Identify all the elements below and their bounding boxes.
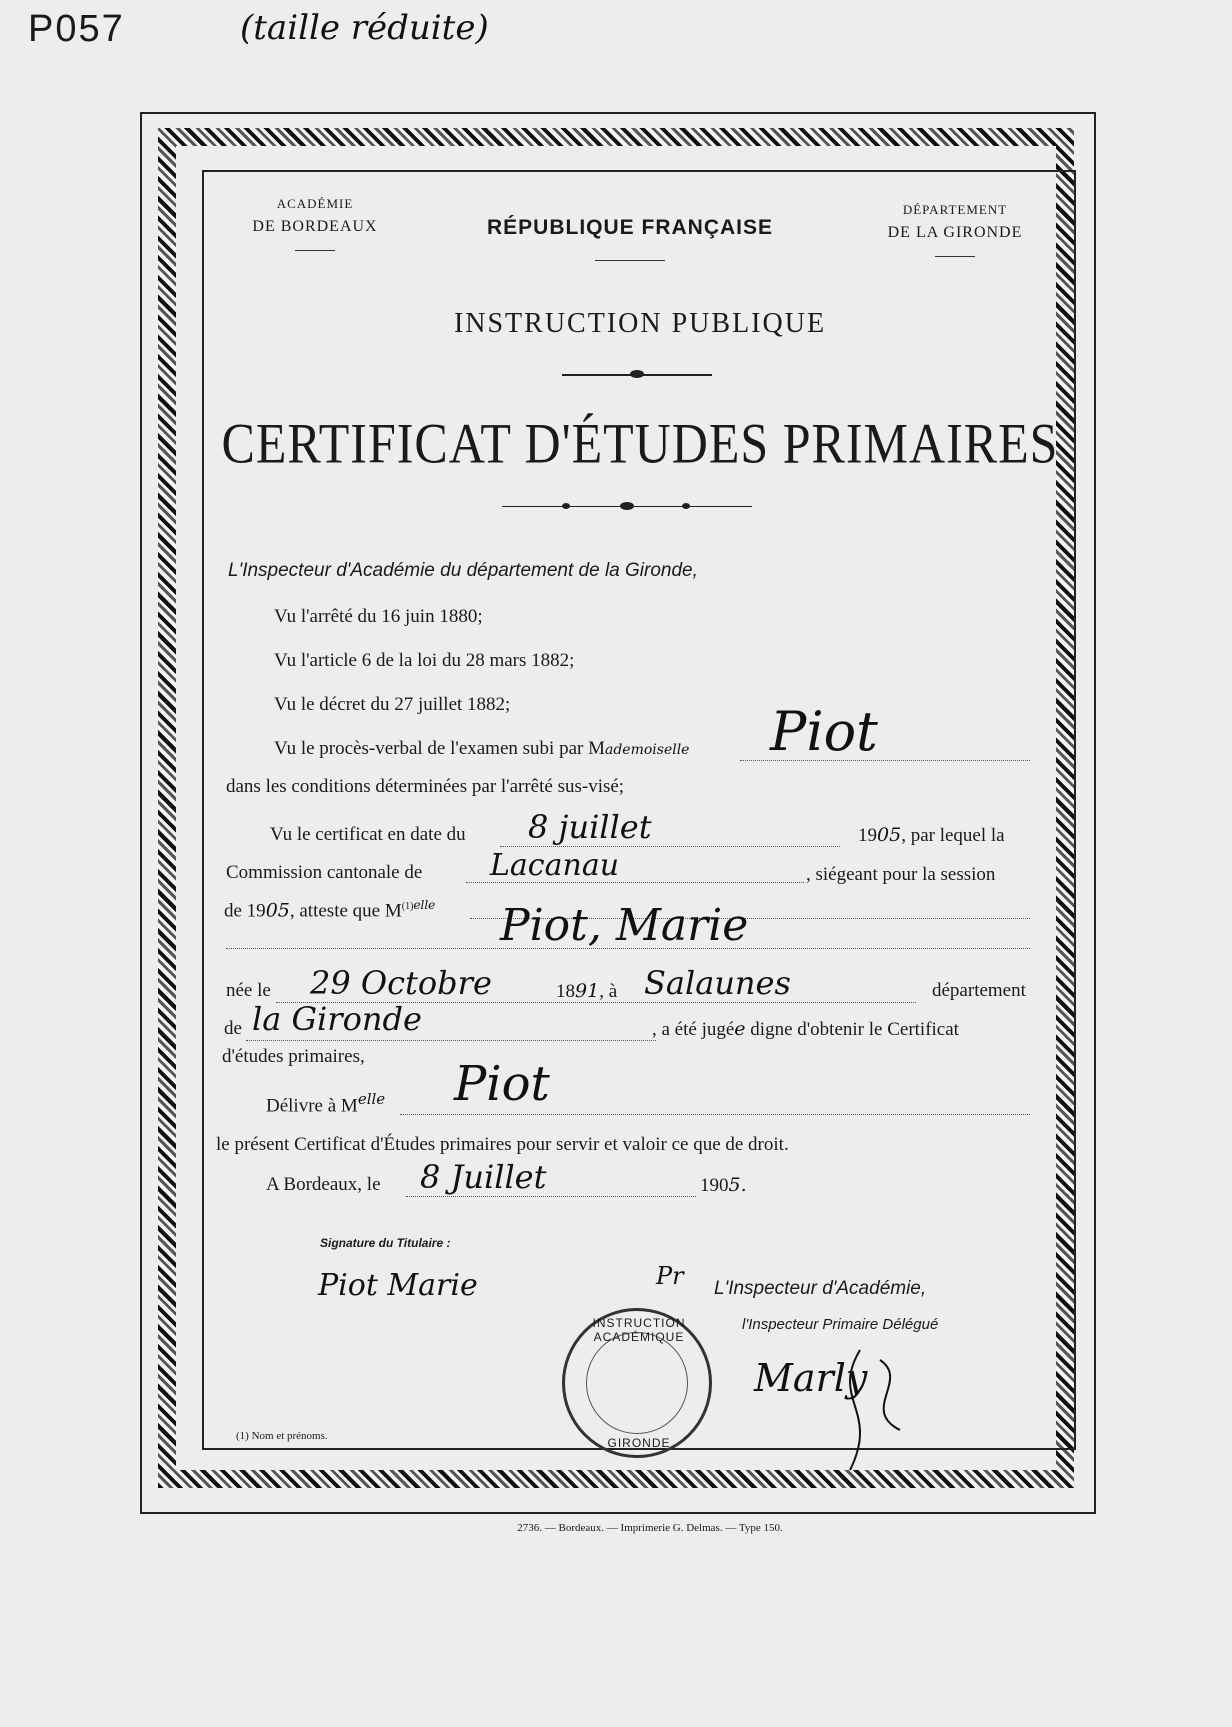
republique-rule	[595, 260, 665, 261]
dept-hand-e: e	[734, 1018, 746, 1040]
candidate-name-1: Piot	[770, 700, 878, 763]
dotted-line-9	[406, 1196, 696, 1197]
ornament-2	[502, 502, 752, 512]
academie-name: DE BORDEAUX	[252, 218, 378, 235]
born-dept: département	[932, 980, 1026, 1001]
vu-decret: Vu le décret du 27 juillet 1882;	[274, 694, 511, 715]
place-year	[700, 1174, 747, 1197]
born-pre: née le	[226, 980, 271, 1001]
commission-hand: Lacanau	[490, 848, 620, 883]
vu-proces-text: Vu le procès-verbal de l'examen subi par M	[274, 738, 605, 759]
dotted-line-8	[400, 1114, 1030, 1115]
commission-post: , siégeant pour la session	[806, 864, 996, 885]
seal-bottom-text: GIRONDE	[607, 1436, 671, 1450]
departement-header	[860, 202, 1050, 257]
dept-pre: de	[224, 1018, 242, 1039]
inspecteur-delegue: l'Inspecteur Primaire Délégué	[742, 1316, 939, 1333]
printer-line: 2736. — Bordeaux. — Imprimerie G. Delmas. — Type 150.	[517, 1522, 783, 1534]
dept-post	[652, 1018, 959, 1041]
archive-code: P057	[28, 8, 125, 50]
candidate-full-name: Piot, Marie	[500, 900, 749, 951]
departement-rule	[935, 256, 975, 257]
inspecteur-title: L'Inspecteur d'Académie,	[714, 1278, 927, 1299]
etudes-line: d'études primaires,	[222, 1046, 365, 1067]
delivre-pre: Délivre à M	[266, 1095, 358, 1117]
session-hand: 05	[265, 899, 290, 922]
born-year	[556, 980, 617, 1003]
republique-title: RÉPUBLIQUE FRANÇAISE	[486, 216, 774, 239]
place-year-pre: 190	[700, 1175, 729, 1196]
dotted-line-1	[740, 760, 1030, 761]
born-date-hand: 29 Octobre	[310, 964, 492, 1002]
signature-flourish	[820, 1340, 940, 1480]
conditions-line: dans les conditions déterminées par l'arrêté sus-visé;	[226, 776, 625, 797]
seal-top-text: INSTRUCTION ACADÉMIQUE	[592, 1316, 686, 1344]
cert-year-hand: 05	[877, 824, 902, 846]
born-year-hand: 91	[575, 980, 600, 1002]
ornament-1	[562, 370, 712, 380]
departement-label: DÉPARTEMENT	[902, 202, 1008, 217]
inspecteur-signature: Marly	[754, 1356, 868, 1400]
delivre-name-hand: Piot	[454, 1056, 550, 1112]
session-pre: de 19	[224, 900, 266, 922]
commission-pre: Commission cantonale de	[226, 862, 423, 883]
cert-date-pre: Vu le certificat en date du	[270, 824, 466, 845]
vu-proces-verbal	[274, 738, 689, 760]
titulaire-signature: Piot Marie	[318, 1268, 478, 1303]
cert-date-hand: 8 juillet	[528, 808, 652, 846]
cert-year	[858, 824, 1005, 847]
delivre-hand-sup: elle	[357, 1090, 386, 1108]
vu-proces-title-hand: ademoiselle	[604, 742, 690, 758]
certificate-title: CERTIFICAT D'ÉTUDES PRIMAIRES	[221, 410, 1059, 476]
vu-article: Vu l'article 6 de la loi du 28 mars 1882;	[274, 650, 575, 671]
born-a: , à	[599, 981, 618, 1002]
dept-hand: la Gironde	[252, 1000, 422, 1038]
section-title: INSTRUCTION PUBLIQUE	[453, 308, 827, 339]
delivre-line	[266, 1090, 385, 1117]
academie-rule	[295, 250, 335, 251]
session-line	[224, 898, 435, 922]
vu-arrete: Vu l'arrêté du 16 juin 1880;	[274, 606, 483, 627]
archive-note: (taille réduite)	[240, 8, 489, 48]
dotted-line-2	[500, 846, 840, 847]
place-date-hand: 8 Juillet	[420, 1158, 547, 1196]
born-place-hand: Salaunes	[644, 964, 791, 1002]
dotted-line-7	[246, 1040, 656, 1041]
cert-post: , par lequel la	[901, 825, 1005, 846]
dotted-line-3	[466, 882, 804, 883]
academie-header	[220, 196, 410, 251]
dept-post2: digne d'obtenir le Certificat	[750, 1019, 959, 1040]
session-mid: , atteste que M	[289, 900, 402, 922]
pr-annotation: Pr	[656, 1262, 684, 1290]
dotted-line-5	[226, 948, 1030, 949]
place-pre: A Bordeaux, le	[266, 1174, 381, 1195]
session-hand-sup: elle	[413, 898, 436, 912]
intro-line: L'Inspecteur d'Académie du département de la Gironde,	[228, 560, 698, 581]
session-footnote-ref: (1)	[401, 901, 414, 912]
departement-name: DE LA GIRONDE	[887, 224, 1023, 241]
footnote: (1) Nom et prénoms.	[236, 1430, 328, 1442]
republique-header	[440, 216, 820, 261]
born-year-pre: 18	[556, 981, 575, 1002]
academie-label: ACADÉMIE	[276, 196, 354, 211]
cert-year-pre: 19	[858, 825, 877, 846]
place-year-hand: 5.	[728, 1174, 747, 1196]
dept-post-text: , a été jugé	[652, 1019, 735, 1040]
seal-wreath	[586, 1332, 688, 1434]
titulaire-label: Signature du Titulaire :	[320, 1236, 451, 1250]
present-line: le présent Certificat d'Études primaires pour servir et valoir ce que de droit.	[216, 1134, 789, 1155]
